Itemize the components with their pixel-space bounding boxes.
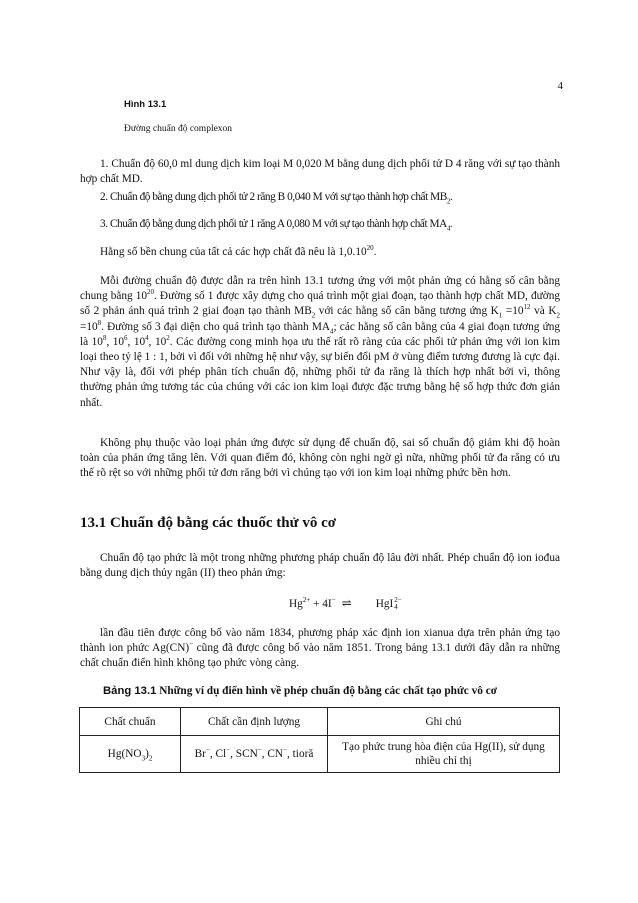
stability-constant-line: Hằng số bền chung của tất cả các hợp chất đã nêu là 1,0.10$^{20}$. — [100, 244, 377, 258]
table-header-cell: Chất cần định lượng — [181, 708, 328, 736]
figure-caption-title: Hình 13.1 — [124, 99, 167, 110]
list-item-1: 1. Chuẩn độ 60,0 ml dung dịch kim loại M 0,020 M bằng dung dịch phối tử D 4 răng với sự tạo thành hợp chất MD. — [80, 158, 560, 186]
titrant-table — [79, 707, 560, 773]
paragraph-cyanide: lần đầu tiên được công bố vào năm 1834, phương pháp xác định ion xianua dựa trên phản ứng tạo thành ion phức Ag(CN)− cũng đã được công bố vào năm 1851. Trong bảng 13.1 dưới đây dẫn ra những chất chuẩn điển hình không tạo phức vòng càng. — [80, 627, 560, 670]
table-header-row — [80, 708, 560, 736]
list-item-3: 3. Chuẩn độ bằng dung dịch phối tử 1 răng A 0,080 M với sự tạo thành hợp chất $MA_4$. — [100, 218, 453, 233]
table-caption-label: Bảng 13.1 — [103, 685, 157, 697]
list-item-2: 2. Chuẩn độ bằng dung dịch phối tử 2 răng B 0,040 M với sự tạo thành hợp chất $MB_2$. — [100, 191, 453, 206]
figure-caption-subtitle: Đường chuẩn độ complexon — [124, 124, 233, 134]
table-caption-text: Những ví dụ điển hình về phép chuẩn độ bằng các chất tạo phức vô cơ — [156, 685, 497, 697]
table-row — [80, 736, 560, 773]
table-caption — [103, 685, 497, 697]
reaction-equation: $Hg^{2+} + 4I^-$ ⇌ HgI 2− 4 — [289, 596, 402, 612]
table-cell-titrant: $Hg(NO_3)_2$ — [80, 736, 181, 773]
table-cell-analytes: Br−, Cl−, SCN−, CN−, tioră — [181, 736, 328, 773]
table-header-cell: Ghi chú — [328, 708, 560, 736]
table-cell-notes: Tạo phức trung hòa điện của Hg(II), sử dụng nhiều chỉ thị — [328, 736, 560, 773]
paragraph-history: Chuẩn độ tạo phức là một trong những phương pháp chuẩn độ lâu đời nhất. Phép chuẩn độ ion iođua bằng dung dịch thủy ngân (II) theo phản ứng: — [80, 552, 560, 580]
section-heading: 13.1 Chuẩn độ bằng các thuốc thử vô cơ — [80, 515, 337, 531]
equilibrium-arrow: ⇌ — [341, 596, 352, 610]
table-header-cell: Chất chuẩn — [80, 708, 181, 736]
main-paragraph: Mỗi đường chuẩn độ được dẫn ra trên hình 13.1 tương ứng với một phản ứng có hằng số cân bằng chung bằng $10^{20}$. Đường số 1 được xây dựng cho quá trình một giai đoạn, tạo thành hợp chất MD, đường số 2 phản ánh quá trình 2 giai đoạn tạo thành $MB_2$ với các hằng số cân bằng tương ứng $K_1 =10^{12}$ và $K_2 =10^8$. Đường số 3 đại diện cho quá trình tạo thành $MA_4$; các hằng số cân bằng của 4 giai đoạn tương ứng là $10^8$, $10^6$, $10^4$, $10^2$. Các đường cong minh họa ưu thế rất rõ ràng của các phối tử phản ứng với ion kim loại theo tỷ lệ 1 : 1, bởi vì đối với những hệ như vậy, sự biến đổi pM ở vùng điểm tương đương là cực đại. Như vậy là, đối với phép phân tích chuẩn độ, những phối tử đa răng là thích hợp nhất bởi vì, thông thường phản ứng tương tác của chúng với các ion kim loại được đặc trưng bằng hệ số hợp thức đơn giản nhất. — [80, 275, 560, 409]
paragraph-error: Không phụ thuộc vào loại phản ứng được sử dụng để chuẩn độ, sai số chuẩn độ giảm khi độ hoàn toàn của phản ứng tăng lên. Với quan điểm đó, không còn nghi ngờ gì nữa, những phối tử đa răng có ưu thế rõ rệt so với những phối tử đơn răng bởi vì chúng tạo với ion kim loại những phức bền hơn. — [80, 437, 560, 480]
page-number: 4 — [557, 80, 563, 92]
product-indices: 2− 4 — [394, 596, 402, 612]
